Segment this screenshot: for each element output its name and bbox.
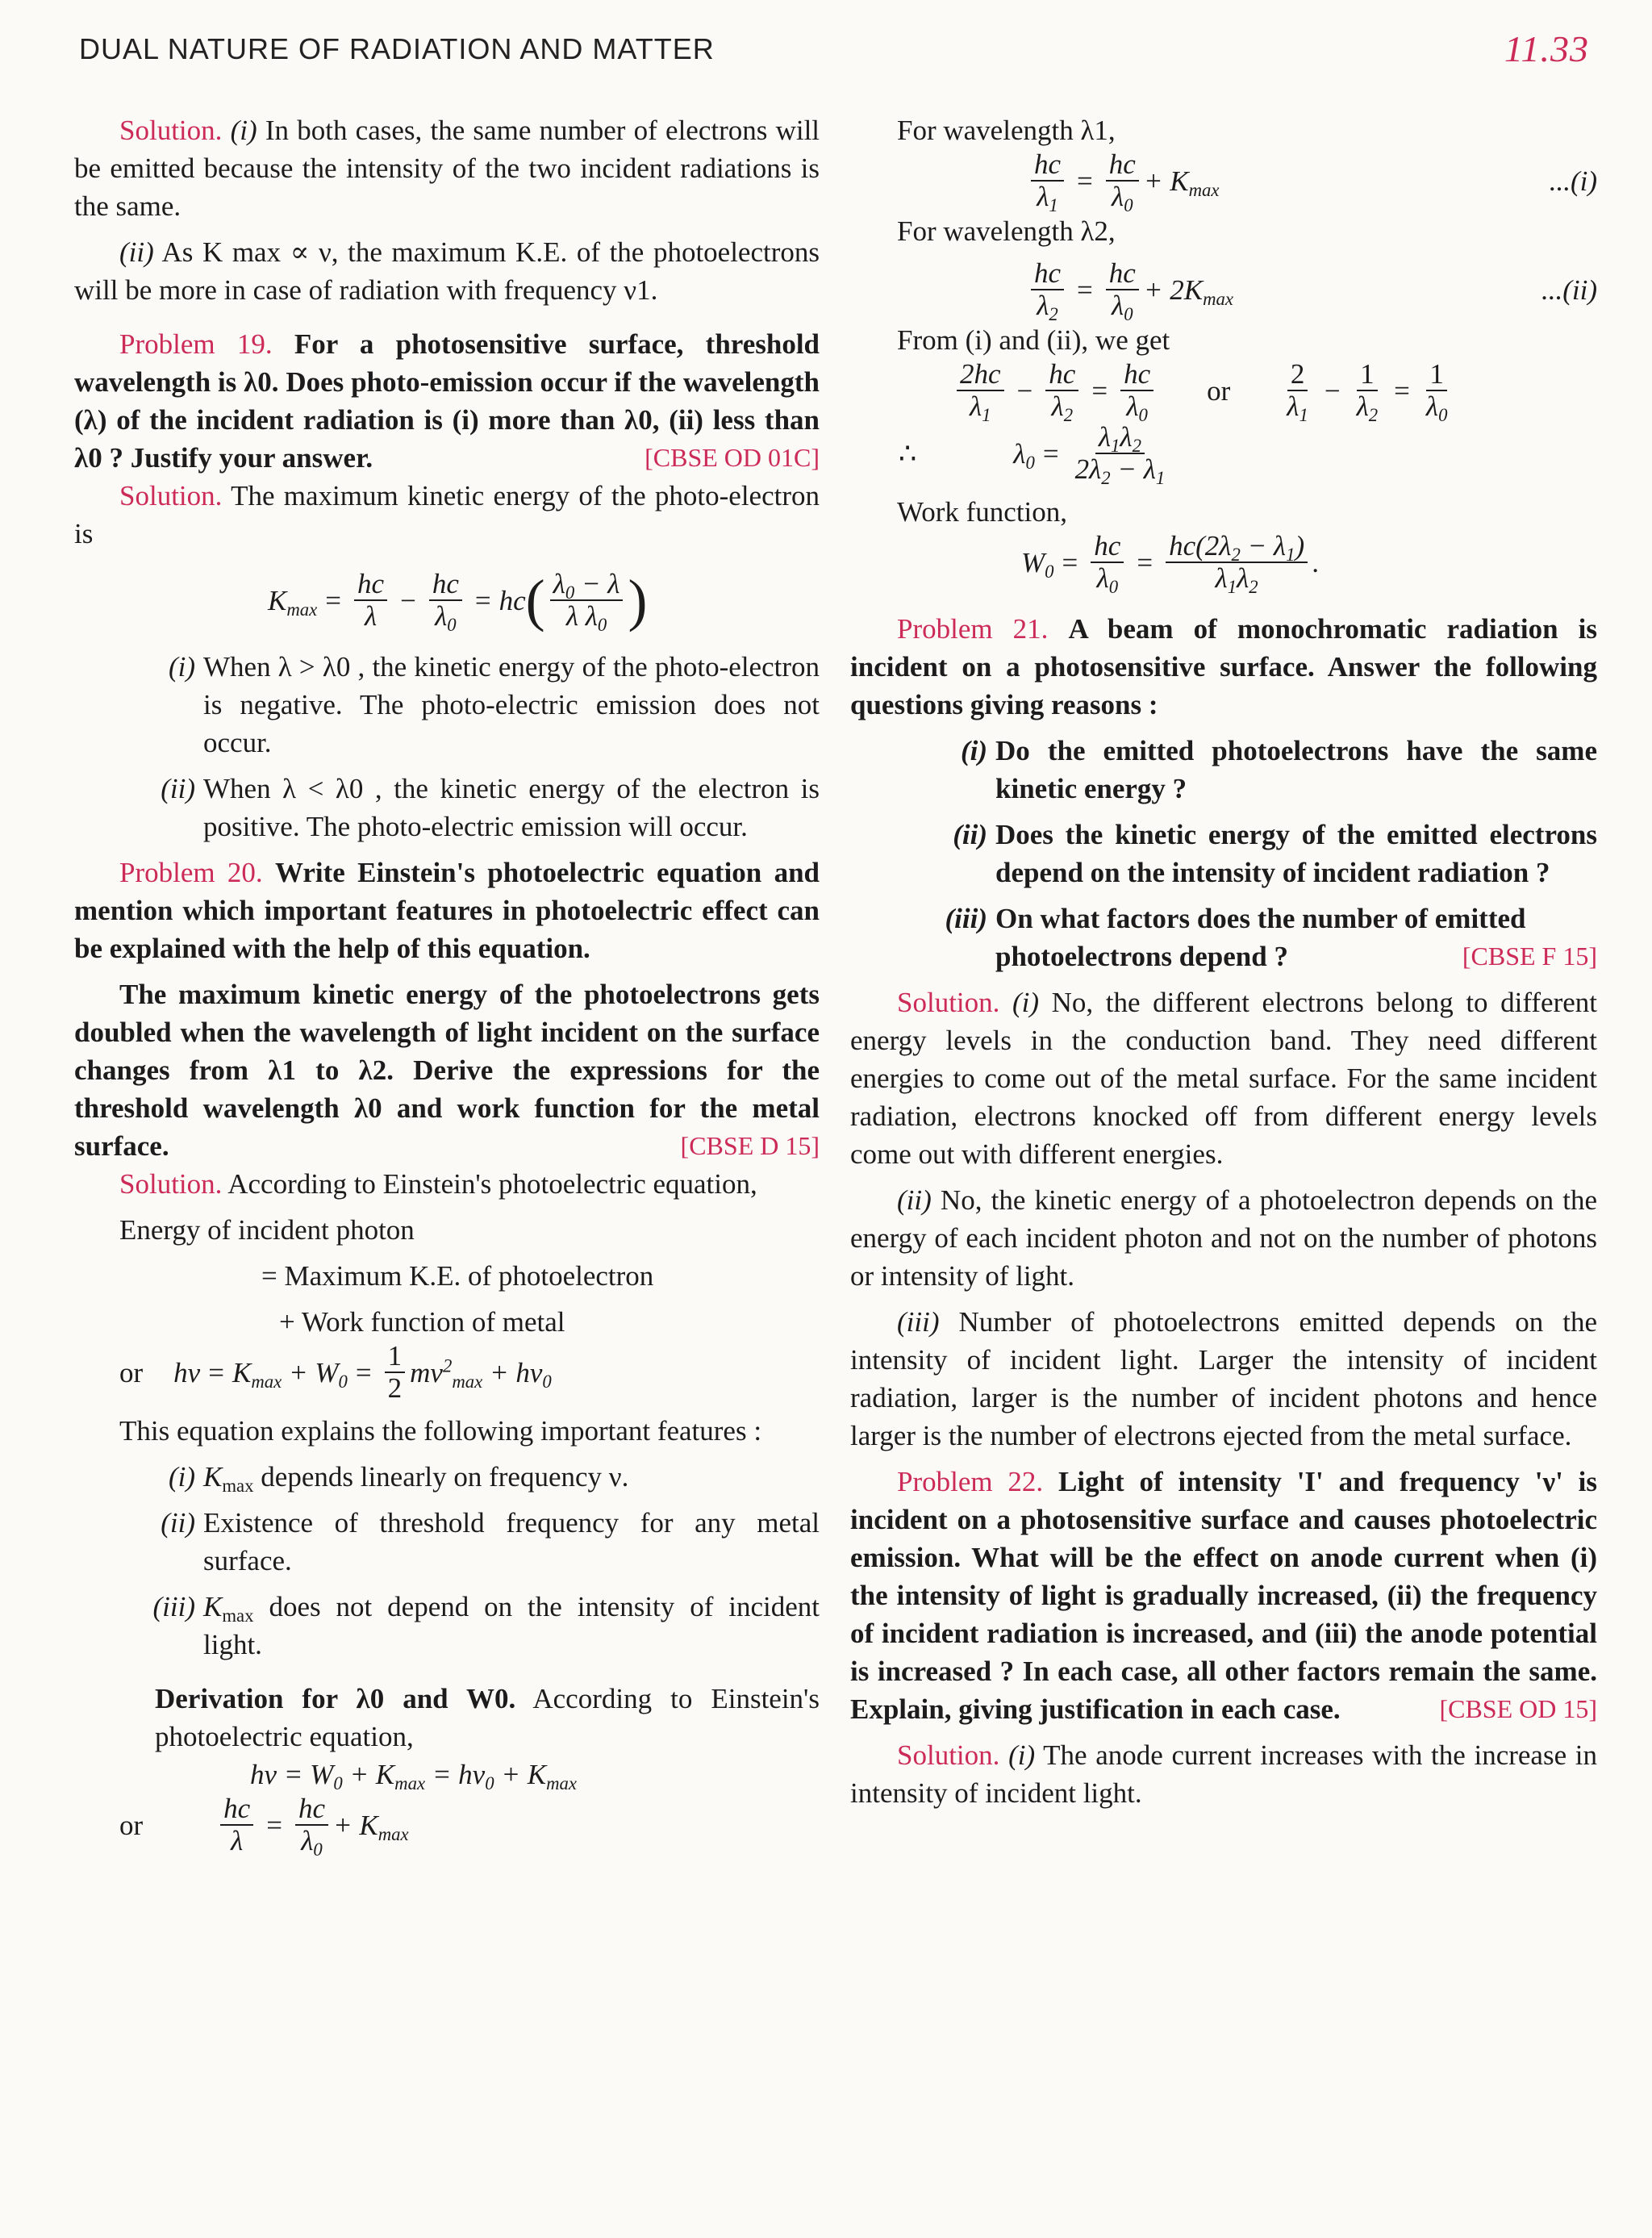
solution-19-item-ii: (ii) When λ < λ0 , the kinetic energy of the electron is positive. The photo-electric emission will occur.: [161, 773, 820, 842]
derivation-heading: Derivation for λ0 and W0.: [155, 1683, 516, 1714]
problem-label: Problem 19.: [119, 328, 273, 360]
solution-18-i-text: In both cases, the same number of electrons will be emitted because the intensity of the two incident radiations is the same.: [74, 115, 820, 222]
solution-label: Solution.: [119, 480, 223, 511]
threshold-wavelength-equation: ∴ $\lambda_0$ = $\frac{\lambda_1\lambda_2}{2\lambda_2 - \lambda_1}$: [899, 421, 1166, 488]
solution-19-text: The maximum kinetic energy of the photo-electron is: [74, 480, 820, 549]
problem-19-source: [CBSE OD 01C]: [645, 443, 820, 472]
question-21-ii: (ii) Does the kinetic energy of the emitted electrons depend on the intensity of incident radiation ?: [953, 819, 1597, 888]
solution-20: [74, 1165, 820, 1203]
left-column: [74, 111, 820, 1860]
work-function-equation: $W_0$ = $\frac{hc}{\lambda_0}$ = $\frac{hc(2\lambda_2 - \lambda_1)}{\lambda_1\lambda_2}$ .: [1021, 530, 1320, 597]
problem-label: Problem 20.: [119, 857, 263, 888]
problem-19: [74, 325, 820, 477]
solution-19: [74, 477, 820, 553]
energy-line-1: Energy of incident photon: [119, 1214, 415, 1246]
derivation-equation-2: or $\frac{hc}{\lambda}$ = $\frac{hc}{\lambda_0}$ + $K_{max}$: [119, 1793, 409, 1860]
equation-i: $\frac{hc}{\lambda_1}$ = $\frac{hc}{\lambda_0}$ + $K_{max}$ ...(i): [850, 149, 1597, 212]
features-intro: This equation explains the following important features :: [119, 1415, 762, 1447]
page-number: 11.33: [1504, 28, 1589, 69]
running-header: DUAL NATURE OF RADIATION AND MATTER: [79, 32, 715, 65]
derivation-paragraph: [74, 1680, 820, 1756]
problem-22-source: [CBSE OD 15]: [1439, 1694, 1597, 1723]
derivation-text: According to Einstein's photoelectric equation,: [155, 1683, 820, 1752]
work-function-label: Work function,: [897, 496, 1068, 528]
solution-label: Solution.: [897, 987, 1000, 1018]
for-wavelength-1: For wavelength λ1,: [897, 115, 1116, 146]
problem-21-source: [CBSE F 15]: [1462, 942, 1597, 971]
problem-20: [74, 854, 820, 967]
solution-22-i: Solution. (i) The anode current increases with the increase in intensity of incident light.: [850, 1739, 1598, 1809]
problem-22-text: Light of intensity 'I' and frequency 'ν' is incident on a photosensitive surface and causes photoelectric emission. What will be the effect on anode current when (i) the intensity of light is gradually increased, (ii) the frequency of incident radiation is increased, and (iii) the anode potential is increased ? In each case, all other factors remain the same. Explain, giving justification in each case.: [850, 1466, 1597, 1725]
solution-21-iii: (iii) Number of photoelectrons emitted depends on the intensity of incident light. Larger the intensity of incident radiation, larger is the number of incident photons and hence larger is the number of electrons ejected from the metal surface.: [850, 1306, 1598, 1451]
kmax-equation: $K_{max}$ = $\frac{hc}{\lambda}$ − $\frac{hc}{\lambda_0}$ = hc ( $\frac{\lambda_0 - \lambda}{\lambda \lambda_0}$ ): [268, 568, 648, 635]
problem-20-source: [CBSE D 15]: [680, 1131, 820, 1160]
problem-21: [850, 610, 1597, 724]
problem-20-part-2: [74, 975, 820, 1165]
solution-18-ii-text: As K max ∝ ν, the maximum K.E. of the photoelectrons will be more in case of radiation with frequency ν1.: [74, 236, 820, 306]
problem-22: [850, 1463, 1597, 1728]
derivation-equation-1: $h\nu = W_0 + K_{max} = h\nu_0 + K_{max}$: [250, 1759, 577, 1793]
feature-item-ii: (ii) Existence of threshold frequency for any metal surface.: [161, 1507, 820, 1576]
solution-18-part-ii: (ii) As K max ∝ ν, the maximum K.E. of the photoelectrons will be more in case of radiation with frequency ν1.: [74, 236, 820, 306]
question-21-i: (i) Do the emitted photoelectrons have the same kinetic energy ?: [960, 735, 1597, 804]
solution-label: Solution.: [119, 115, 223, 146]
right-column: [850, 111, 1597, 1812]
problem-20-text-2: The maximum kinetic energy of the photoelectrons gets doubled when the wavelength of light incident on the surface changes from λ1 to λ2. Derive the expressions for the threshold wavelength λ0 and work function for the metal surface.: [74, 979, 820, 1162]
problem-21-text: A beam of monochromatic radiation is incident on a photosensitive surface. Answer the following questions giving reasons :: [850, 613, 1597, 720]
solution-21-ii: (ii) No, the kinetic energy of a photoelectron depends on the energy of each incident photon and not on the number of photons or intensity of light.: [850, 1184, 1597, 1292]
feature-item-iii: (iii) $K_{max}$ does not depend on the intensity of incident light.: [152, 1591, 820, 1660]
solution-label: Solution.: [119, 1168, 223, 1200]
combined-equation: $\frac{2hc}{\lambda_1}$ − $\frac{hc}{\lambda_2}$ = $\frac{hc}{\lambda_0}$ or $\frac{2}{\lambda_1}$ − $\frac{1}{\lambda_2}$ = $\frac{1}{\lambda_0}$: [850, 359, 1597, 422]
problem-19-text: For a photosensitive surface, threshold wavelength is λ0. Does photo-emission occur if the wavelength (λ) of the incident radiation is (i) more than λ0, (ii) less than λ0 ? Justify your answer.: [74, 328, 820, 474]
equation-ii: $\frac{hc}{\lambda_2}$ = $\frac{hc}{\lambda_0}$ + $2K_{max}$ ...(ii): [850, 258, 1597, 321]
for-wavelength-2: For wavelength λ2,: [897, 215, 1116, 247]
solution-19-item-i: (i) When λ > λ0 , the kinetic energy of the photo-electron is negative. The photo-electric emission does not occur.: [168, 651, 820, 758]
solution-21-i: Solution. (i) No, the different electrons belong to different energy levels in the conduction band. They need different energies to come out of the metal surface. For the same incident radiation, electrons knocked off from different energy levels come out with different energies.: [850, 987, 1597, 1170]
solution-18-part-i: Solution. (i) In both cases, the same number of electrons will be emitted because the intensity of the two incident radiations is the same.: [74, 115, 820, 222]
question-21-iii: (iii) On what factors does the number of emitted photoelectrons depend ? [CBSE F 15]: [850, 900, 1597, 975]
problem-20-text: Write Einstein's photoelectric equation and mention which important features in photoelectric effect can be explained with the help of this equation.: [74, 857, 820, 964]
einstein-equation: or hν = $K_{max} + W_0$ = $\frac{1}{2}$ $mv^2_{max} + h\nu_0$: [119, 1340, 552, 1404]
solution-label: Solution.: [897, 1739, 1000, 1771]
energy-line-2: = Maximum K.E. of photoelectron: [261, 1260, 654, 1292]
energy-line-3: + Work function of metal: [279, 1306, 565, 1338]
feature-item-i: (i) $K_{max}$ depends linearly on frequency ν.: [168, 1461, 629, 1496]
problem-label: Problem 21.: [897, 613, 1049, 645]
solution-20-text: According to Einstein's photoelectric equation,: [227, 1168, 757, 1200]
problem-label: Problem 22.: [897, 1466, 1044, 1497]
from-equations: From (i) and (ii), we get: [897, 324, 1170, 356]
